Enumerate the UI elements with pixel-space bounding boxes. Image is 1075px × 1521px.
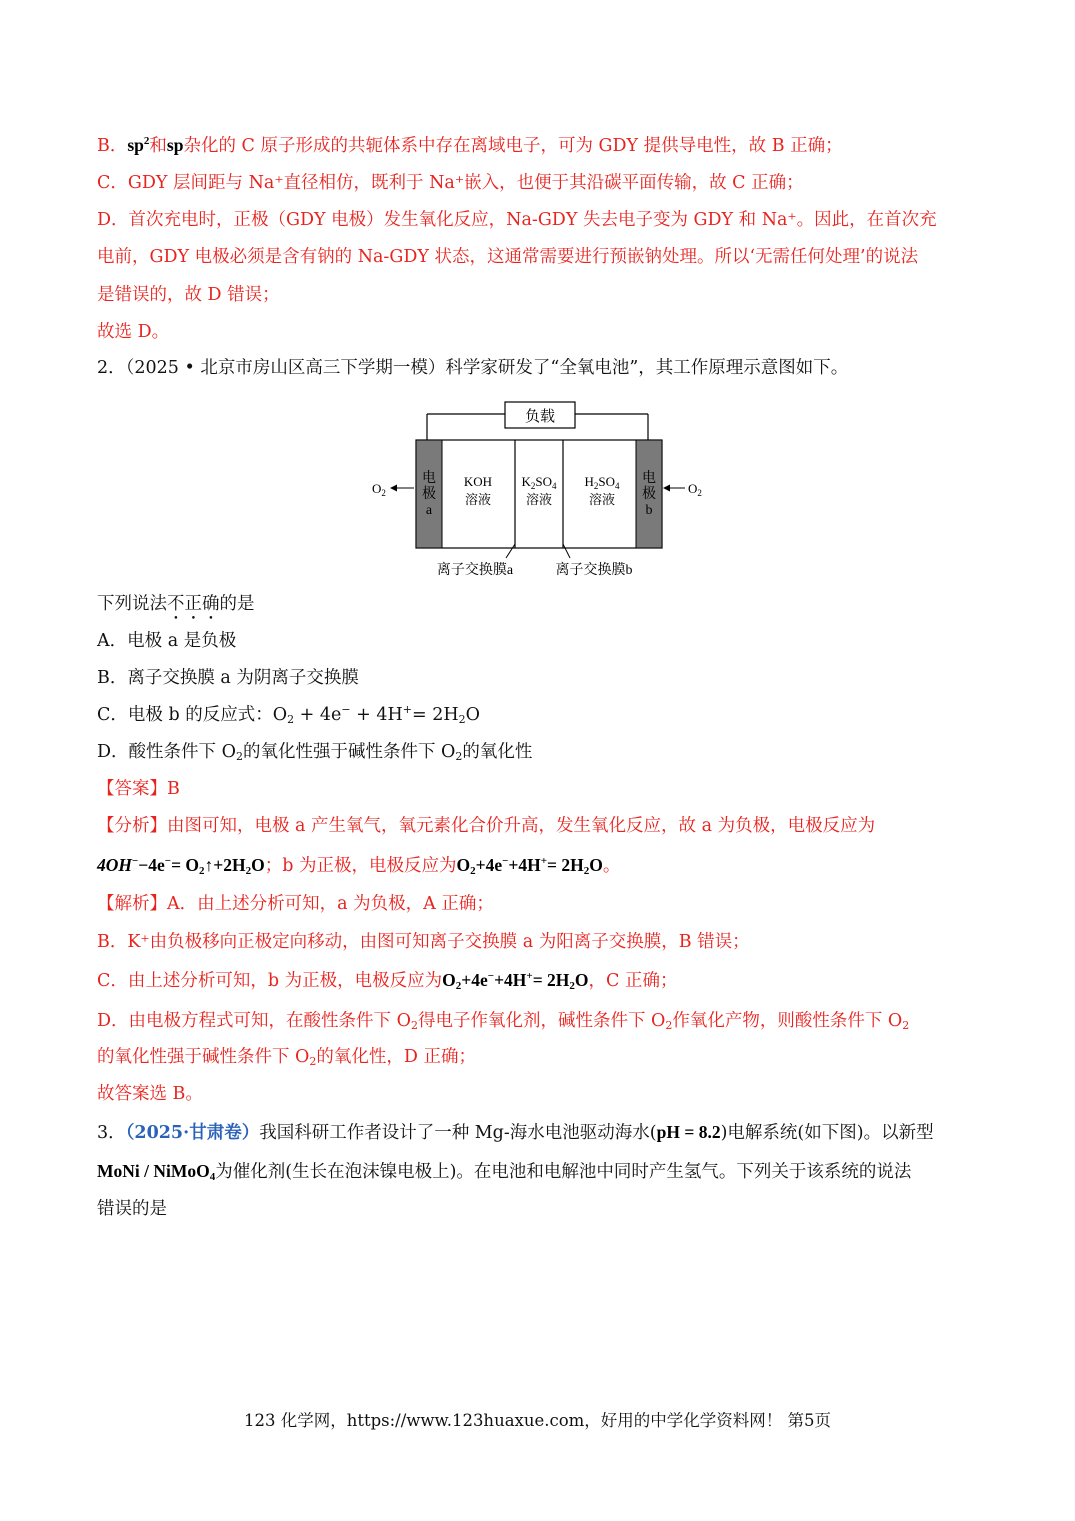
koh-label: KOH <box>463 474 493 489</box>
q1-option-c-explanation: C．GDY 层间距与 Na⁺直径相仿，既利于 Na⁺嵌入，也便于其沿碳平面传输，故 C 正确； <box>97 173 804 193</box>
o2-right-label: $O_2$ <box>688 481 702 498</box>
q3-stem-line-2: MoNi / NiMoO$_4$为催化剂(生长在泡沫镍电极上)。在电池和电解池中同时产生氢气。下列关于该系统的说法 <box>97 1161 912 1183</box>
electrode-a-char-2: 极 <box>422 487 436 502</box>
q2-conclusion: 故答案选 B。 <box>97 1084 203 1104</box>
electrode-a-char-3: a <box>425 503 433 518</box>
o2-right-arrowhead <box>663 485 670 492</box>
electrode-b-char-1: 电 <box>642 471 656 486</box>
membrane-a-label: 离子交换膜a <box>436 563 514 578</box>
electrode-b-char-3: b <box>645 503 653 518</box>
q2-explain-c: C．由上述分析可知，b 为正极，电极反应为$O_2+4e^-+4H^+= 2H_2O$，C 正确； <box>97 970 678 992</box>
k2so4-label: $K_2SO_4$ <box>521 474 557 491</box>
q1-conclusion: 故选 D。 <box>97 322 170 342</box>
q2-option-a: A．电极 a 是负极 <box>97 631 237 651</box>
q2-analysis-line-1: 【分析】由图可知，电极 a 产生氧气，氧元素化合价升高，发生氧化反应，故 a 为负极，电极反应为 <box>97 816 876 836</box>
q2-option-c: C．电极 b 的反应式：$O_2 + 4e^- + 4H^+= 2H_2O$ <box>97 703 480 726</box>
electrode-a-char-1: 电 <box>422 471 436 486</box>
load-label: 负载 <box>524 409 556 425</box>
q1-option-b-explanation: B．$sp^2$和sp杂化的 C 原子形成的共轭体系中存在离域电子，可为 GDY 提供导电性，故 B 正确； <box>97 135 843 156</box>
o2-left-arrowhead <box>390 485 397 492</box>
q2-option-b: B．离子交换膜 a 为阴离子交换膜 <box>97 668 359 688</box>
q2-explain-a: 【解析】A．由上述分析可知，a 为负极，A 正确； <box>97 894 494 914</box>
q2-stem: 2．（2025 • 北京市房山区高三下学期一模）科学家研发了“全氧电池”，其工作原理示意图如下。 <box>97 358 849 378</box>
electrode-b-char-2: 极 <box>642 487 656 502</box>
membrane-b-label: 离子交换膜b <box>555 563 633 578</box>
q2-prompt: 下列说法不正确的是 <box>97 594 255 614</box>
q2-explain-d-1: D．由电极方程式可知，在酸性条件下 $O_2$得电子作氧化剂，碱性条件下 $O_2$作氧化产物，则酸性条件下 $O_2$ <box>97 1011 910 1032</box>
k2so4-solution-label: 溶液 <box>525 492 553 507</box>
q3-stem-line-1: 3．（2025·甘肃卷）我国科研工作者设计了一种 Mg-海水电池驱动海水(pH = 8.2)电解系统(如下图)。以新型 <box>97 1122 934 1143</box>
q2-answer: 【答案】B <box>97 779 180 799</box>
q1-option-d-explanation-3: 是错误的，故 D 错误； <box>97 285 280 305</box>
q2-analysis-line-2: $4OH^--4e^-= O_2↑+2H_2O$；b 为正极，电极反应为$O_2+4e^-+4H^+= 2H_2O$。 <box>97 855 621 877</box>
h2so4-label: $H_2SO_4$ <box>584 474 620 491</box>
koh-solution-label: 溶液 <box>464 492 492 507</box>
q2-explain-b: B．K⁺由负极移向正极定向移动，由图可知离子交换膜 a 为阳离子交换膜，B 错误； <box>97 932 750 952</box>
q2-explain-d-2: 的氧化性强于碱性条件下 $O_2$的氧化性，D 正确； <box>97 1047 477 1068</box>
page-footer: 123 化学网，https://www.123huaxue.com，好用的中学化学资料网！ 第5页 <box>243 1411 832 1430</box>
q2-option-d: D．酸性条件下 $O_2$的氧化性强于碱性条件下 $O_2$的氧化性 <box>97 742 533 763</box>
oxygen-battery-diagram <box>360 392 720 584</box>
q3-stem-line-3: 错误的是 <box>97 1199 167 1219</box>
q1-option-d-explanation-1: D．首次充电时，正极（GDY 电极）发生氧化反应，Na-GDY 失去电子变为 GDY 和 Na⁺。因此，在首次充 <box>97 210 937 230</box>
q1-option-d-explanation-2: 电前，GDY 电极必须是含有钠的 Na-GDY 状态，这通常需要进行预嵌钠处理。所以‘无需任何处理’的说法 <box>97 247 919 267</box>
o2-left-label: $O_2$ <box>372 481 386 498</box>
h2so4-solution-label: 溶液 <box>588 492 616 507</box>
